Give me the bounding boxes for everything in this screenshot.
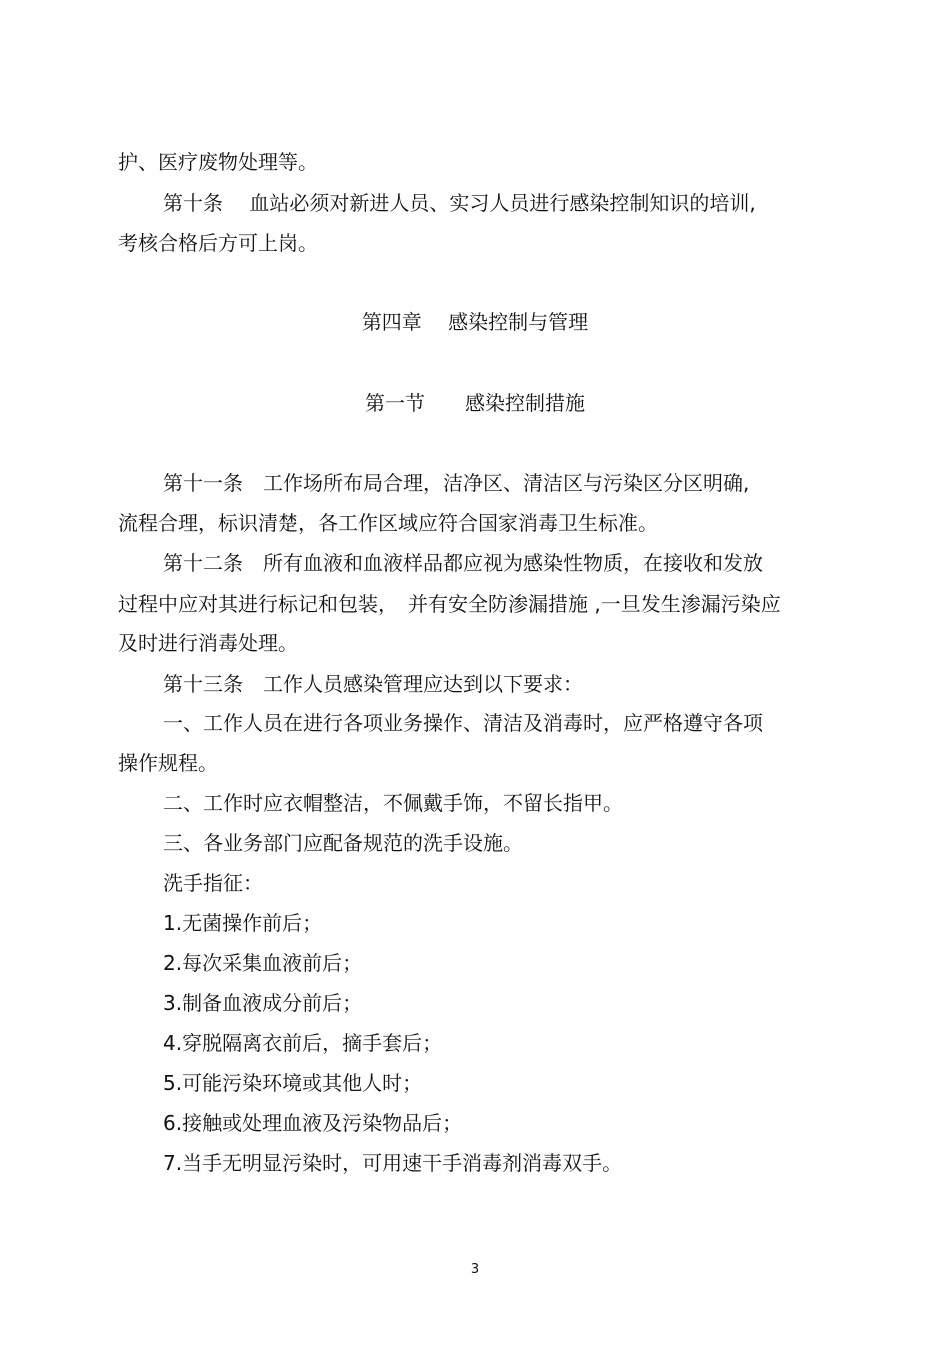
requirement-1-line-1: 一、工作人员在进行各项业务操作、清洁及消毒时，应严格遵守各项 [163, 711, 763, 735]
hand-washing-item-2: 2.每次采集血液前后； [163, 951, 363, 975]
requirement-3: 三、各业务部门应配备规范的洗手设施。 [163, 831, 523, 855]
hand-washing-item-5: 5.可能污染环境或其他人时； [163, 1071, 423, 1095]
article-10-line-2: 考核合格后方可上岗。 [118, 231, 318, 255]
article-11-line-1: 第十一条 工作场所布局合理，洁净区、清洁区与污染区分区明确, [163, 471, 750, 495]
hand-washing-item-3: 3.制备血液成分前后； [163, 991, 363, 1015]
hand-washing-item-1: 1.无菌操作前后； [163, 911, 323, 935]
section-heading: 第一节 感染控制措施 [365, 391, 585, 415]
hand-washing-heading: 洗手指征： [163, 871, 263, 895]
article-11-line-2: 流程合理，标识清楚，各工作区域应符合国家消毒卫生标准。 [118, 511, 658, 535]
article-12-line-3: 及时进行消毒处理。 [118, 631, 298, 655]
chapter-heading: 第四章 感染控制与管理 [361, 310, 589, 334]
article-12-line-2: 过程中应对其进行标记和包装， 并有安全防渗漏措施 ,一旦发生渗漏污染应 [118, 592, 781, 616]
article-12-line-1: 第十二条 所有血液和血液样品都应视为感染性物质，在接收和发放 [163, 551, 763, 575]
hand-washing-item-6: 6.接触或处理血液及污染物品后； [163, 1111, 463, 1135]
article-13: 第十三条 工作人员感染管理应达到以下要求： [163, 672, 583, 696]
article-10-line-1: 第十条 血站必须对新进人员、实习人员进行感染控制知识的培训, [163, 191, 756, 215]
hand-washing-item-7: 7.当手无明显污染时，可用速干手消毒剂消毒双手。 [163, 1151, 623, 1175]
hand-washing-item-4: 4.穿脱隔离衣前后，摘手套后； [163, 1031, 443, 1055]
text-line-continuation: 护、医疗废物处理等。 [118, 150, 318, 174]
page-number: 3 [470, 1262, 480, 1277]
requirement-1-line-2: 操作规程。 [118, 751, 218, 775]
requirement-2: 二、工作时应衣帽整洁，不佩戴手饰，不留长指甲。 [163, 791, 623, 815]
